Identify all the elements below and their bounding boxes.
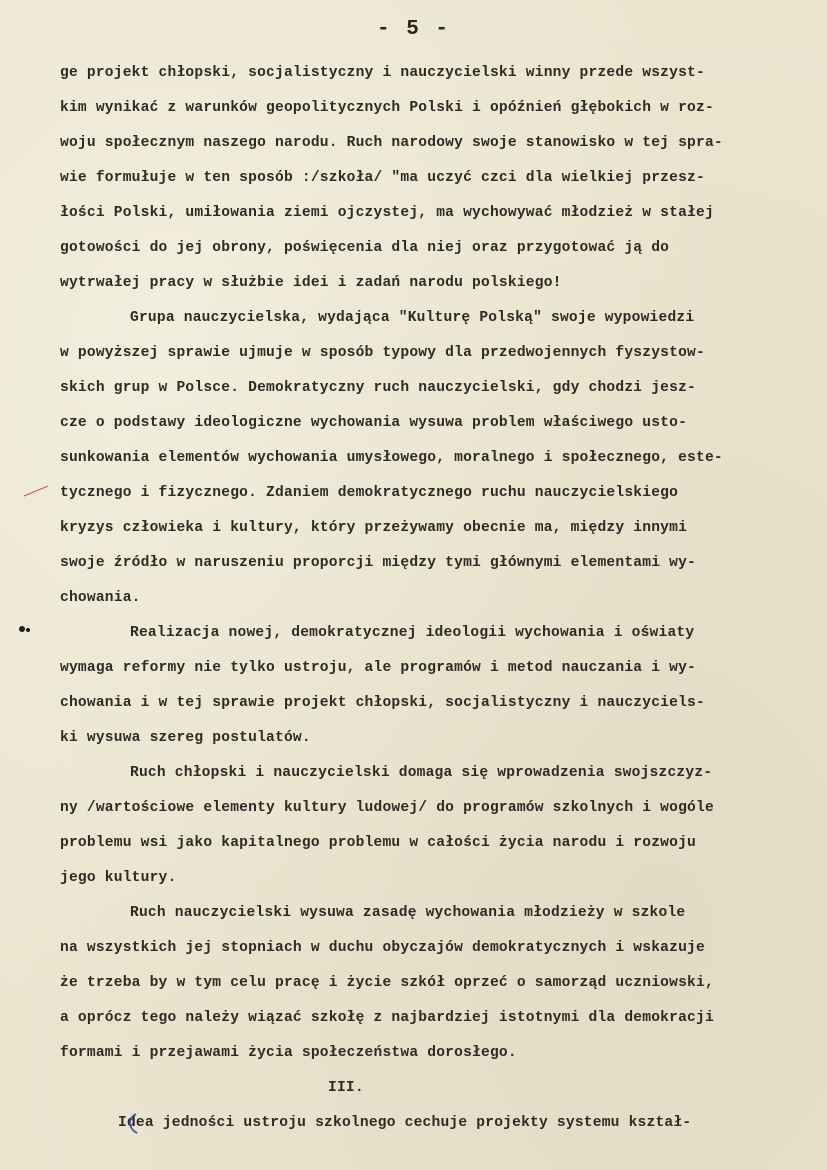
paragraph-start-line: Realizacja nowej, demokratycznej ideologii wychowania i oświaty (130, 625, 695, 641)
text-line: że trzeba by w tym celu pracę i życie szkół oprzeć o samorząd uczniowski, (60, 975, 714, 991)
text-line: formami i przejawami życia społeczeństwa dorosłego. (60, 1045, 517, 1061)
text-line: sunkowania elementów wychowania umysłowego, moralnego i społecznego, este- (60, 450, 723, 466)
text-line: tycznego i fizycznego. Zdaniem demokratycznego ruchu nauczycielskiego (60, 485, 679, 501)
text-line: chowania i w tej sprawie projekt chłopski, socjalistyczny i nauczyciels- (60, 695, 705, 711)
text-line: łości Polski, umiłowania ziemi ojczystej, ma wychowywać młodzież w stałej (60, 205, 714, 221)
page-number: - 5 - (376, 18, 450, 41)
text-line: problemu wsi jako kapitalnego problemu w całości życia narodu i rozwoju (60, 835, 696, 851)
text-line: ki wysuwa szereg postulatów. (60, 730, 311, 746)
section-heading: III. (328, 1080, 364, 1096)
text-line: ny /wartościowe elementy kultury ludowej/ do programów szkolnych i wogóle (60, 800, 714, 816)
pencil-tick-mark (22, 482, 52, 502)
text-line: swoje źródło w naruszeniu proporcji między tymi głównymi elementami wy- (60, 555, 696, 571)
ink-blot-mark (14, 622, 34, 636)
text-line: wytrwałej pracy w służbie idei i zadań narodu polskiego! (60, 275, 562, 291)
text-line: kryzys człowieka i kultury, który przeżywamy obecnie ma, między innymi (60, 520, 688, 536)
paragraph-start-line: Ruch chłopski i nauczycielski domaga się wprowadzenia swojszczyz- (130, 765, 713, 781)
text-line: jego kultury. (60, 870, 177, 886)
text-line: kim wynikać z warunków geopolitycznych Polski i opóźnień głębokich w roz- (60, 100, 714, 116)
blue-correction-mark (126, 1112, 140, 1136)
text-line: wie formułuje w ten sposób :/szkoła/ "ma uczyć czci dla wielkiej przesz- (60, 170, 705, 186)
text-line: chowania. (60, 590, 141, 606)
text-line: ge projekt chłopski, socjalistyczny i nauczycielski winny przede wszyst- (60, 65, 705, 81)
text-line: a oprócz tego należy wiązać szkołę z najbardziej istotnymi dla demokracji (60, 1010, 714, 1026)
text-line: wymaga reformy nie tylko ustroju, ale programów i metod nauczania i wy- (60, 660, 696, 676)
paragraph-start-line: Idea jedności ustroju szkolnego cechuje projekty systemu kształ- (118, 1115, 692, 1131)
text-line: cze o podstawy ideologiczne wychowania wysuwa problem właściwego usto- (60, 415, 688, 431)
text-line: w powyższej sprawie ujmuje w sposób typowy dla przedwojennych fyszystow- (60, 345, 705, 361)
text-line: gotowości do jej obrony, poświęcenia dla niej oraz przygotować ją do (60, 240, 670, 256)
text-line: woju społecznym naszego narodu. Ruch narodowy swoje stanowisko w tej spra- (60, 135, 723, 151)
paragraph-start-line: Grupa nauczycielska, wydająca "Kulturę Polską" swoje wypowiedzi (130, 310, 695, 326)
paragraph-start-line: Ruch nauczycielski wysuwa zasadę wychowania młodzieży w szkole (130, 905, 686, 921)
text-line: skich grup w Polsce. Demokratyczny ruch nauczycielski, gdy chodzi jesz- (60, 380, 696, 396)
text-line: na wszystkich jej stopniach w duchu obyczajów demokratycznych i wskazuje (60, 940, 705, 956)
body-text (60, 56, 790, 1141)
